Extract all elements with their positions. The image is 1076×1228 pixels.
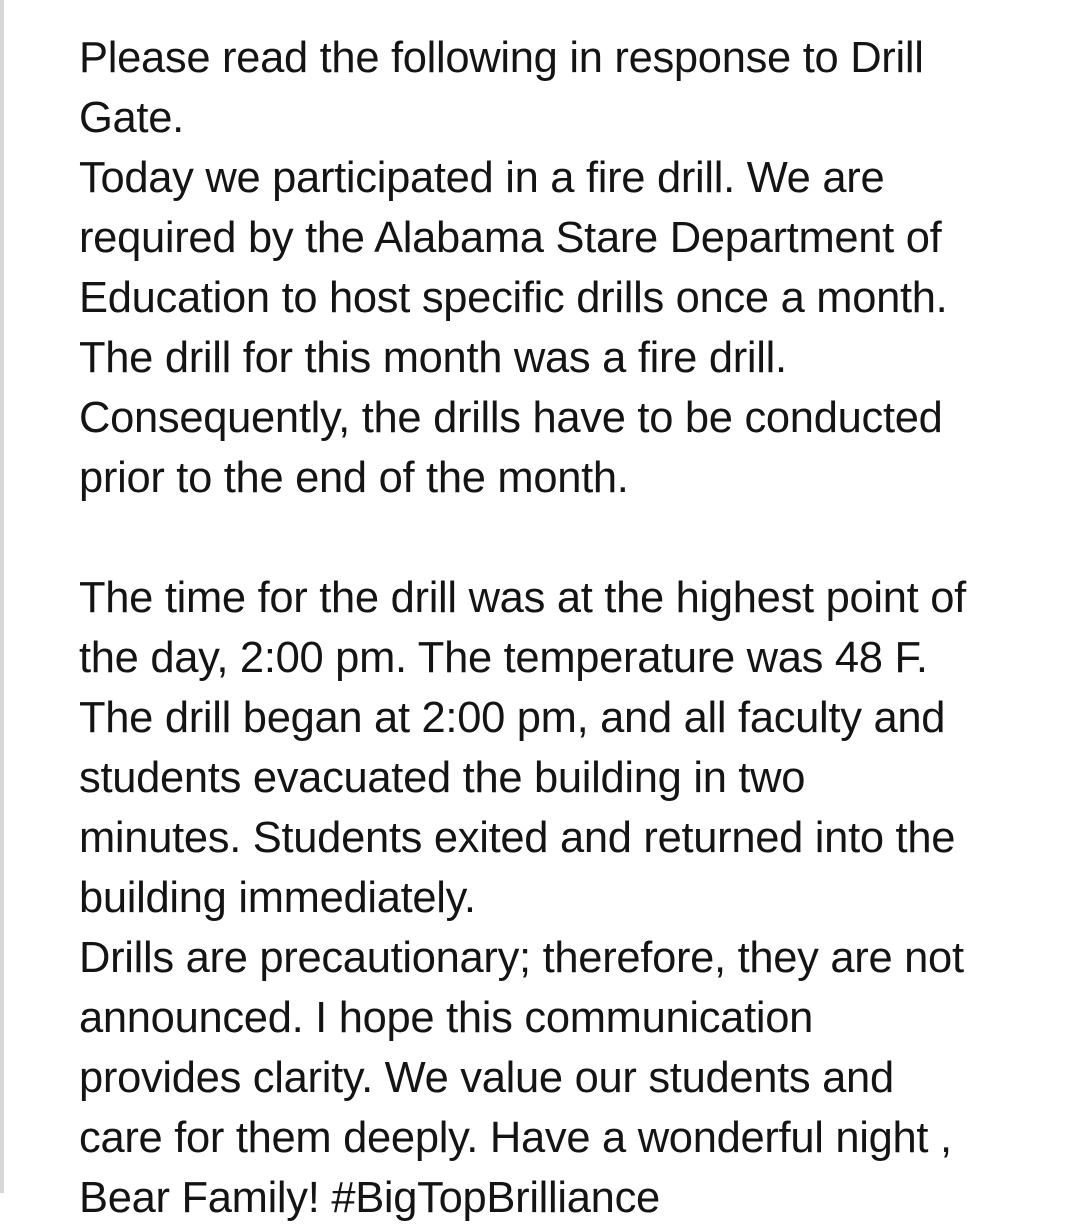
message-line: students evacuated the building in two <box>79 754 806 802</box>
message-line: the day, 2:00 pm. The temperature was 48 F. <box>79 634 928 682</box>
message-line: The drill began at 2:00 pm, and all faculty and <box>79 694 946 742</box>
message-line: prior to the end of the month. <box>79 454 629 502</box>
message-line: Today we participated in a fire drill. We are <box>79 154 885 202</box>
message-body <box>79 28 1054 1228</box>
message-line: Consequently, the drills have to be conducted <box>79 394 943 442</box>
left-border-rule <box>0 0 4 1193</box>
message-line: care for them deeply. Have a wonderful night , <box>79 1114 952 1162</box>
message-line: Drills are precautionary; therefore, they are not <box>79 934 964 982</box>
paragraph-break <box>79 508 1054 568</box>
message-line: provides clarity. We value our students and <box>79 1054 894 1102</box>
message-line: The drill for this month was a fire drill. <box>79 334 787 382</box>
message-line: Please read the following in response to Drill <box>79 34 924 82</box>
message-line: Education to host specific drills once a month. <box>79 274 948 322</box>
message-line: Gate. <box>79 94 184 142</box>
message-line: building immediately. <box>79 874 476 922</box>
message-line: announced. I hope this communication <box>79 994 814 1042</box>
message-line: Bear Family! #BigTopBrilliance <box>79 1174 660 1222</box>
message-line: minutes. Students exited and returned into the <box>79 814 956 862</box>
message-line: required by the Alabama Stare Department of <box>79 214 942 262</box>
message-line: The time for the drill was at the highest point of <box>79 574 966 622</box>
